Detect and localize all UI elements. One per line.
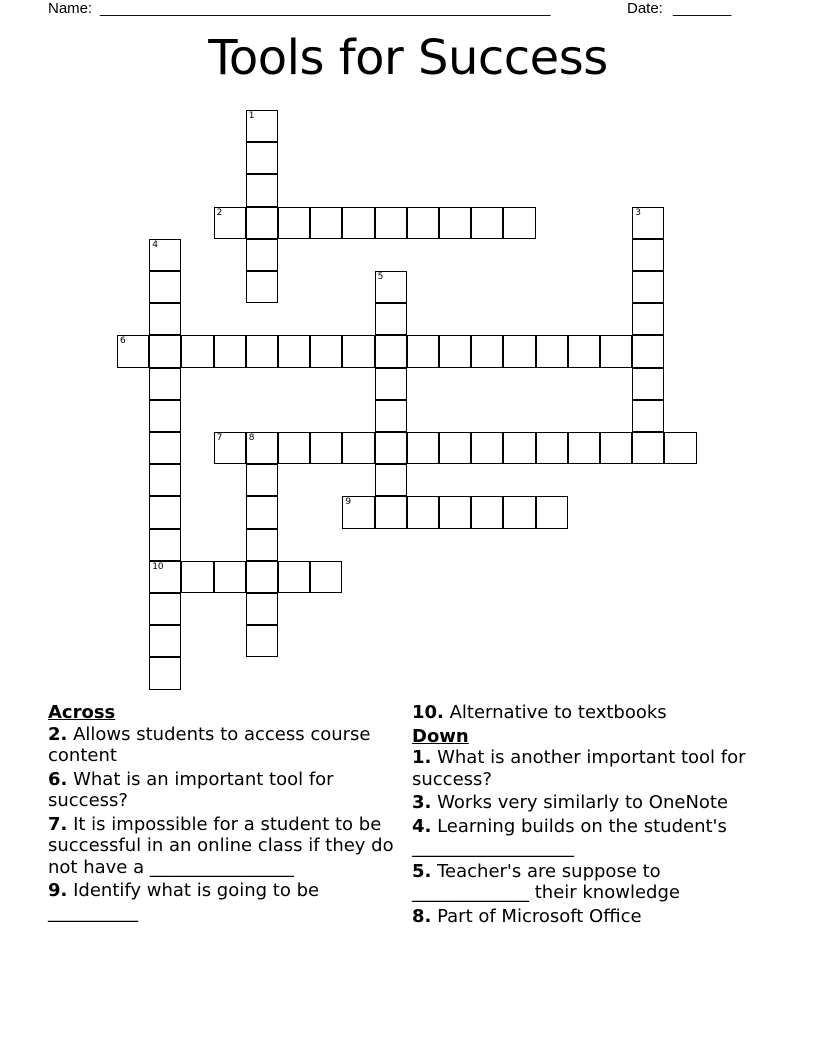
clue-text: Teacher's are suppose to _____________ their knowledge — [412, 860, 680, 903]
clue-item — [412, 792, 762, 814]
clue-number: 6 — [120, 336, 126, 347]
clue-number: 9 — [345, 497, 352, 508]
clue-number: 5 — [377, 272, 384, 282]
grid-cell[interactable] — [568, 432, 600, 464]
grid-cell[interactable] — [246, 432, 278, 464]
clue-number: 4 — [152, 239, 158, 250]
name-label: Name: — [48, 0, 93, 17]
clue-item — [412, 702, 762, 724]
grid-cell[interactable] — [149, 496, 181, 528]
across-continued — [412, 702, 762, 929]
clue-number: 1. — [412, 747, 432, 768]
grid-cell[interactable] — [149, 625, 181, 657]
grid-cell[interactable] — [471, 432, 503, 464]
grid-cell[interactable] — [246, 335, 278, 367]
grid-cell[interactable] — [278, 432, 310, 464]
grid-cell[interactable] — [149, 400, 181, 432]
clue-number: 7 — [216, 433, 223, 443]
grid-cell[interactable] — [246, 593, 278, 625]
grid-cell[interactable] — [632, 239, 664, 271]
grid-cell[interactable] — [246, 110, 278, 142]
grid-cell[interactable] — [246, 239, 278, 271]
grid-cell[interactable] — [407, 496, 439, 528]
grid-cell[interactable] — [246, 529, 278, 561]
clue-item — [48, 769, 398, 812]
grid-cell[interactable] — [439, 496, 471, 528]
across-list-continued — [412, 702, 762, 724]
grid-cell[interactable] — [310, 432, 342, 464]
grid-cell[interactable] — [149, 239, 181, 271]
grid-cell[interactable] — [149, 303, 181, 335]
clue-item — [412, 861, 762, 904]
clue-text: What is an important tool for success? — [48, 768, 334, 811]
grid-cell[interactable] — [375, 496, 407, 528]
grid-cell[interactable] — [503, 432, 535, 464]
grid-cell[interactable] — [439, 207, 471, 239]
clue-item — [48, 814, 398, 879]
across-list — [48, 724, 398, 924]
grid-cell[interactable] — [149, 335, 181, 367]
grid-cell[interactable] — [407, 432, 439, 464]
clue-number: 3. — [412, 792, 432, 813]
clue-number: 5. — [412, 860, 432, 882]
grid-cell[interactable] — [246, 174, 278, 206]
grid-cell[interactable] — [149, 657, 181, 689]
grid-cell[interactable] — [149, 561, 181, 593]
grid-cell[interactable] — [149, 432, 181, 464]
grid-cell[interactable] — [407, 207, 439, 239]
grid-cell[interactable] — [149, 593, 181, 625]
down-list — [412, 747, 762, 927]
grid-cell[interactable] — [375, 432, 407, 464]
grid-cell[interactable] — [246, 142, 278, 174]
clue-number: 3 — [635, 207, 641, 218]
grid-cell[interactable] — [278, 207, 310, 239]
clue-item — [412, 906, 762, 928]
grid-cell[interactable] — [632, 303, 664, 335]
clue-item — [48, 880, 398, 923]
clue-number: 10. — [412, 702, 444, 723]
grid-cell[interactable] — [375, 335, 407, 367]
clue-text: Learning builds on the student's __________________ — [412, 815, 727, 858]
grid-cell[interactable] — [632, 368, 664, 400]
clue-item — [48, 724, 398, 767]
clue-number: 8. — [412, 905, 432, 927]
clue-number: 1 — [248, 111, 255, 121]
clue-item — [412, 816, 762, 859]
grid-cell[interactable] — [503, 335, 535, 367]
grid-cell[interactable] — [342, 335, 374, 367]
clue-text: Works very similarly to OneNote — [431, 792, 729, 813]
clue-number: 2 — [216, 207, 223, 218]
grid-cell[interactable] — [407, 335, 439, 367]
grid-cell[interactable] — [471, 335, 503, 367]
grid-cell[interactable] — [149, 368, 181, 400]
grid-cell[interactable] — [632, 207, 664, 239]
clue-number: 7. — [48, 813, 68, 835]
grid-cell[interactable] — [632, 400, 664, 432]
clue-text: It is impossible for a student to be successful in an online class if they do not have a ________________ — [48, 813, 394, 878]
grid-cell[interactable] — [632, 432, 664, 464]
grid-cell[interactable] — [375, 368, 407, 400]
clue-number: 9. — [48, 880, 68, 901]
grid-cell[interactable] — [600, 432, 632, 464]
grid-cell[interactable] — [246, 207, 278, 239]
clue-text: What is another important tool for success? — [412, 747, 746, 790]
grid-cell[interactable] — [310, 335, 342, 367]
clue-text: Part of Microsoft Office — [431, 905, 642, 927]
grid-cell[interactable] — [149, 464, 181, 496]
grid-cell[interactable] — [632, 335, 664, 367]
clue-text: Allows students to access course content — [48, 723, 371, 766]
grid-cell[interactable] — [149, 271, 181, 303]
grid-cell[interactable] — [278, 561, 310, 593]
name-field[interactable]: ______________________________________________________ — [100, 0, 551, 17]
grid-cell[interactable] — [503, 207, 535, 239]
grid-cell[interactable] — [600, 335, 632, 367]
grid-cell[interactable] — [536, 335, 568, 367]
grid-cell[interactable] — [342, 496, 374, 528]
grid-cell[interactable] — [632, 271, 664, 303]
grid-cell[interactable] — [439, 432, 471, 464]
grid-cell[interactable] — [246, 271, 278, 303]
date-field[interactable]: _______ — [673, 0, 732, 17]
grid-cell[interactable] — [117, 335, 149, 367]
grid-cell[interactable] — [214, 335, 246, 367]
clue-number: 8 — [248, 433, 255, 443]
grid-cell[interactable] — [375, 464, 407, 496]
clue-text: Alternative to textbooks — [443, 702, 667, 723]
across-clues — [48, 702, 398, 925]
grid-cell[interactable] — [375, 303, 407, 335]
grid-cell[interactable] — [503, 496, 535, 528]
clue-number: 2. — [48, 723, 68, 745]
grid-cell[interactable] — [246, 561, 278, 593]
grid-cell[interactable] — [536, 496, 568, 528]
grid-cell[interactable] — [471, 207, 503, 239]
clue-number: 4. — [412, 815, 432, 837]
grid-cell[interactable] — [214, 207, 246, 239]
grid-cell[interactable] — [342, 207, 374, 239]
clue-text: Identify what is going to be __________ — [48, 880, 320, 923]
grid-cell[interactable] — [342, 432, 374, 464]
clue-number: 6. — [48, 768, 68, 790]
grid-cell[interactable] — [246, 464, 278, 496]
grid-cell[interactable] — [375, 400, 407, 432]
date-label: Date: — [627, 0, 663, 17]
grid-cell[interactable] — [214, 561, 246, 593]
grid-cell[interactable] — [181, 561, 213, 593]
grid-cell[interactable] — [214, 432, 246, 464]
grid-cell[interactable] — [181, 335, 213, 367]
grid-cell[interactable] — [310, 561, 342, 593]
puzzle-title: Tools for Success — [208, 30, 608, 86]
grid-cell[interactable] — [278, 335, 310, 367]
grid-cell[interactable] — [664, 432, 696, 464]
grid-cell[interactable] — [310, 207, 342, 239]
grid-cell[interactable] — [375, 271, 407, 303]
clue-number: 10 — [152, 561, 164, 572]
clue-item — [412, 747, 762, 790]
grid-cell[interactable] — [149, 529, 181, 561]
across-heading: Across — [48, 702, 116, 723]
grid-cell[interactable] — [375, 207, 407, 239]
grid-cell[interactable] — [439, 335, 471, 367]
down-heading: Down — [412, 725, 469, 747]
grid-cell[interactable] — [246, 625, 278, 657]
grid-cell[interactable] — [471, 496, 503, 528]
grid-cell[interactable] — [568, 335, 600, 367]
grid-cell[interactable] — [246, 496, 278, 528]
grid-cell[interactable] — [536, 432, 568, 464]
